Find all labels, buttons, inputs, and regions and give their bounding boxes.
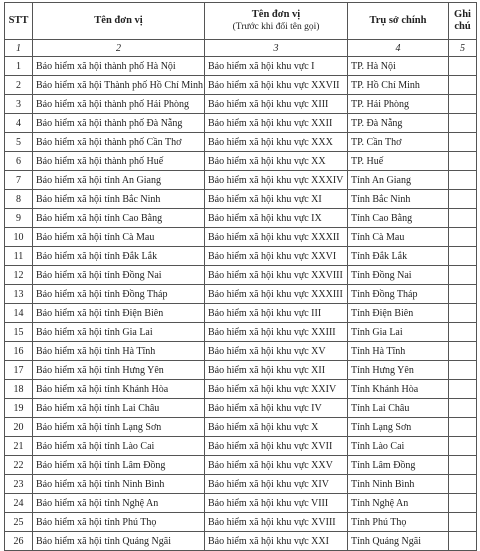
cell-note xyxy=(449,513,477,532)
cell-note xyxy=(449,133,477,152)
units-table xyxy=(4,2,477,551)
column-number-row xyxy=(5,40,477,57)
cell-headquarters: Tỉnh Quảng Ngãi xyxy=(348,532,449,551)
cell-unit-name: Bảo hiểm xã hội thành phố Hà Nội xyxy=(33,57,205,76)
cell-headquarters: Tỉnh Cao Bằng xyxy=(348,209,449,228)
cell-stt: 8 xyxy=(5,190,33,209)
cell-headquarters: Tỉnh Phú Thọ xyxy=(348,513,449,532)
table-row xyxy=(5,342,477,361)
cell-headquarters: Tỉnh Nghệ An xyxy=(348,494,449,513)
cell-old-name: Bảo hiểm xã hội khu vực XXI xyxy=(205,532,348,551)
cell-old-name: Bảo hiểm xã hội khu vực XXXII xyxy=(205,228,348,247)
cell-headquarters: TP. Hải Phòng xyxy=(348,95,449,114)
table-row xyxy=(5,266,477,285)
table-row xyxy=(5,513,477,532)
cell-unit-name: Bảo hiểm xã hội tỉnh Lai Châu xyxy=(33,399,205,418)
cell-note xyxy=(449,342,477,361)
cell-stt: 13 xyxy=(5,285,33,304)
cell-headquarters: TP. Đà Nẵng xyxy=(348,114,449,133)
cell-headquarters: Tỉnh Lai Châu xyxy=(348,399,449,418)
cell-unit-name: Bảo hiểm xã hội tỉnh Bắc Ninh xyxy=(33,190,205,209)
table-row xyxy=(5,95,477,114)
cell-unit-name: Bảo hiểm xã hội tỉnh Phú Thọ xyxy=(33,513,205,532)
header-old-name xyxy=(205,3,348,40)
cell-note xyxy=(449,418,477,437)
cell-unit-name: Bảo hiểm xã hội tỉnh Ninh Bình xyxy=(33,475,205,494)
cell-stt: 19 xyxy=(5,399,33,418)
cell-headquarters: Tỉnh Hưng Yên xyxy=(348,361,449,380)
cell-old-name: Bảo hiểm xã hội khu vực I xyxy=(205,57,348,76)
cell-headquarters: Tỉnh Bắc Ninh xyxy=(348,190,449,209)
cell-unit-name: Bảo hiểm xã hội tỉnh Nghệ An xyxy=(33,494,205,513)
cell-headquarters: Tỉnh Hà Tĩnh xyxy=(348,342,449,361)
cell-stt: 20 xyxy=(5,418,33,437)
cell-old-name: Bảo hiểm xã hội khu vực X xyxy=(205,418,348,437)
cell-stt: 16 xyxy=(5,342,33,361)
cell-unit-name: Bảo hiểm xã hội thành phố Huế xyxy=(33,152,205,171)
cell-headquarters: Tỉnh Khánh Hòa xyxy=(348,380,449,399)
cell-old-name: Bảo hiểm xã hội khu vực XXIII xyxy=(205,323,348,342)
cell-old-name: Bảo hiểm xã hội khu vực XXVI xyxy=(205,247,348,266)
cell-headquarters: Tỉnh Gia Lai xyxy=(348,323,449,342)
cell-stt: 12 xyxy=(5,266,33,285)
cell-headquarters: TP. Cần Thơ xyxy=(348,133,449,152)
cell-unit-name: Bảo hiểm xã hội tỉnh Quảng Ngãi xyxy=(33,532,205,551)
cell-old-name: Bảo hiểm xã hội khu vực XXVIII xyxy=(205,266,348,285)
cell-stt: 25 xyxy=(5,513,33,532)
cell-old-name: Bảo hiểm xã hội khu vực XVII xyxy=(205,437,348,456)
table-row xyxy=(5,76,477,95)
cell-note xyxy=(449,380,477,399)
cell-headquarters: Tỉnh Lào Cai xyxy=(348,437,449,456)
table-row xyxy=(5,114,477,133)
cell-old-name: Bảo hiểm xã hội khu vực XXVII xyxy=(205,76,348,95)
cell-unit-name: Bảo hiểm xã hội thành phố Hải Phòng xyxy=(33,95,205,114)
cell-old-name: Bảo hiểm xã hội khu vực XIV xyxy=(205,475,348,494)
cell-unit-name: Bảo hiểm xã hội tỉnh Đồng Nai xyxy=(33,266,205,285)
cell-stt: 1 xyxy=(5,57,33,76)
table-row xyxy=(5,494,477,513)
table-row xyxy=(5,133,477,152)
cell-note xyxy=(449,152,477,171)
cell-stt: 26 xyxy=(5,532,33,551)
cell-old-name: Bảo hiểm xã hội khu vực XXXIV xyxy=(205,171,348,190)
column-number: 4 xyxy=(348,40,449,57)
table-row xyxy=(5,228,477,247)
cell-note xyxy=(449,228,477,247)
cell-note xyxy=(449,266,477,285)
table-row xyxy=(5,152,477,171)
cell-old-name: Bảo hiểm xã hội khu vực XXV xyxy=(205,456,348,475)
cell-stt: 18 xyxy=(5,380,33,399)
cell-old-name: Bảo hiểm xã hội khu vực XI xyxy=(205,190,348,209)
cell-unit-name: Bảo hiểm xã hội tỉnh Lạng Sơn xyxy=(33,418,205,437)
cell-stt: 15 xyxy=(5,323,33,342)
cell-headquarters: Tỉnh Đắk Lắk xyxy=(348,247,449,266)
cell-note xyxy=(449,57,477,76)
cell-unit-name: Bảo hiểm xã hội tỉnh Đắk Lắk xyxy=(33,247,205,266)
cell-unit-name: Bảo hiểm xã hội tỉnh Khánh Hòa xyxy=(33,380,205,399)
cell-headquarters: TP. Hồ Chí Minh xyxy=(348,76,449,95)
cell-headquarters: Tỉnh Đồng Tháp xyxy=(348,285,449,304)
cell-unit-name: Bảo hiểm xã hội tỉnh Cao Bằng xyxy=(33,209,205,228)
table-row xyxy=(5,456,477,475)
header-headquarters: Trụ sở chính xyxy=(348,3,449,40)
cell-headquarters: Tỉnh An Giang xyxy=(348,171,449,190)
cell-note xyxy=(449,323,477,342)
cell-note xyxy=(449,95,477,114)
cell-note xyxy=(449,475,477,494)
cell-stt: 22 xyxy=(5,456,33,475)
cell-stt: 3 xyxy=(5,95,33,114)
table-row xyxy=(5,475,477,494)
header-stt: STT xyxy=(5,3,33,40)
cell-note xyxy=(449,304,477,323)
column-number: 3 xyxy=(205,40,348,57)
table-row xyxy=(5,304,477,323)
header-note: Ghi chú xyxy=(449,3,477,40)
header-old-name-title: Tên đơn vị xyxy=(251,9,301,20)
header-old-name-subtitle: (Trước khi đổi tên gọi) xyxy=(232,22,320,32)
cell-unit-name: Bảo hiểm xã hội tỉnh Lâm Đồng xyxy=(33,456,205,475)
cell-stt: 2 xyxy=(5,76,33,95)
cell-note xyxy=(449,361,477,380)
cell-unit-name: Bảo hiểm xã hội tỉnh Lào Cai xyxy=(33,437,205,456)
cell-note xyxy=(449,247,477,266)
cell-headquarters: Tỉnh Lạng Sơn xyxy=(348,418,449,437)
cell-old-name: Bảo hiểm xã hội khu vực XXIV xyxy=(205,380,348,399)
cell-old-name: Bảo hiểm xã hội khu vực XXXIII xyxy=(205,285,348,304)
cell-stt: 4 xyxy=(5,114,33,133)
cell-stt: 7 xyxy=(5,171,33,190)
cell-note xyxy=(449,456,477,475)
cell-note xyxy=(449,494,477,513)
cell-unit-name: Bảo hiểm xã hội tỉnh Hưng Yên xyxy=(33,361,205,380)
cell-old-name: Bảo hiểm xã hội khu vực VIII xyxy=(205,494,348,513)
table-row xyxy=(5,57,477,76)
table-row xyxy=(5,171,477,190)
cell-note xyxy=(449,437,477,456)
table-row xyxy=(5,209,477,228)
cell-old-name: Bảo hiểm xã hội khu vực III xyxy=(205,304,348,323)
cell-note xyxy=(449,285,477,304)
cell-unit-name: Bảo hiểm xã hội tỉnh Đồng Tháp xyxy=(33,285,205,304)
cell-note xyxy=(449,209,477,228)
cell-unit-name: Bảo hiểm xã hội tỉnh An Giang xyxy=(33,171,205,190)
table-row xyxy=(5,380,477,399)
cell-stt: 21 xyxy=(5,437,33,456)
cell-stt: 6 xyxy=(5,152,33,171)
cell-unit-name: Bảo hiểm xã hội tỉnh Gia Lai xyxy=(33,323,205,342)
cell-old-name: Bảo hiểm xã hội khu vực XV xyxy=(205,342,348,361)
table-row xyxy=(5,399,477,418)
cell-old-name: Bảo hiểm xã hội khu vực XVIII xyxy=(205,513,348,532)
table-row xyxy=(5,247,477,266)
table-row xyxy=(5,437,477,456)
cell-stt: 24 xyxy=(5,494,33,513)
cell-unit-name: Bảo hiểm xã hội tỉnh Cà Mau xyxy=(33,228,205,247)
column-number: 1 xyxy=(5,40,33,57)
cell-stt: 17 xyxy=(5,361,33,380)
header-unit-name: Tên đơn vị xyxy=(33,3,205,40)
column-number: 2 xyxy=(33,40,205,57)
header-row xyxy=(5,3,477,40)
cell-headquarters: Tỉnh Điện Biên xyxy=(348,304,449,323)
cell-old-name: Bảo hiểm xã hội khu vực XX xyxy=(205,152,348,171)
cell-note xyxy=(449,171,477,190)
cell-headquarters: Tỉnh Đồng Nai xyxy=(348,266,449,285)
cell-stt: 9 xyxy=(5,209,33,228)
table-body xyxy=(5,40,477,551)
cell-stt: 10 xyxy=(5,228,33,247)
cell-stt: 5 xyxy=(5,133,33,152)
table-row xyxy=(5,361,477,380)
cell-unit-name: Bảo hiểm xã hội tỉnh Điện Biên xyxy=(33,304,205,323)
cell-headquarters: Tỉnh Cà Mau xyxy=(348,228,449,247)
table-row xyxy=(5,285,477,304)
cell-old-name: Bảo hiểm xã hội khu vực XII xyxy=(205,361,348,380)
cell-note xyxy=(449,76,477,95)
cell-old-name: Bảo hiểm xã hội khu vực IX xyxy=(205,209,348,228)
cell-note xyxy=(449,399,477,418)
table-row xyxy=(5,323,477,342)
cell-stt: 11 xyxy=(5,247,33,266)
cell-unit-name: Bảo hiểm xã hội Thành phố Hồ Chí Minh xyxy=(33,76,205,95)
cell-unit-name: Bảo hiểm xã hội thành phố Đà Nẵng xyxy=(33,114,205,133)
cell-headquarters: TP. Huế xyxy=(348,152,449,171)
cell-stt: 14 xyxy=(5,304,33,323)
table-row xyxy=(5,190,477,209)
cell-old-name: Bảo hiểm xã hội khu vực XXII xyxy=(205,114,348,133)
cell-headquarters: Tỉnh Ninh Bình xyxy=(348,475,449,494)
cell-unit-name: Bảo hiểm xã hội thành phố Cần Thơ xyxy=(33,133,205,152)
column-number: 5 xyxy=(449,40,477,57)
cell-headquarters: Tỉnh Lâm Đồng xyxy=(348,456,449,475)
cell-note xyxy=(449,190,477,209)
cell-stt: 23 xyxy=(5,475,33,494)
cell-old-name: Bảo hiểm xã hội khu vực XXX xyxy=(205,133,348,152)
cell-old-name: Bảo hiểm xã hội khu vực IV xyxy=(205,399,348,418)
cell-old-name: Bảo hiểm xã hội khu vực XIII xyxy=(205,95,348,114)
cell-unit-name: Bảo hiểm xã hội tỉnh Hà Tĩnh xyxy=(33,342,205,361)
cell-note xyxy=(449,114,477,133)
table-header xyxy=(5,3,477,40)
table-row xyxy=(5,418,477,437)
cell-headquarters: TP. Hà Nội xyxy=(348,57,449,76)
